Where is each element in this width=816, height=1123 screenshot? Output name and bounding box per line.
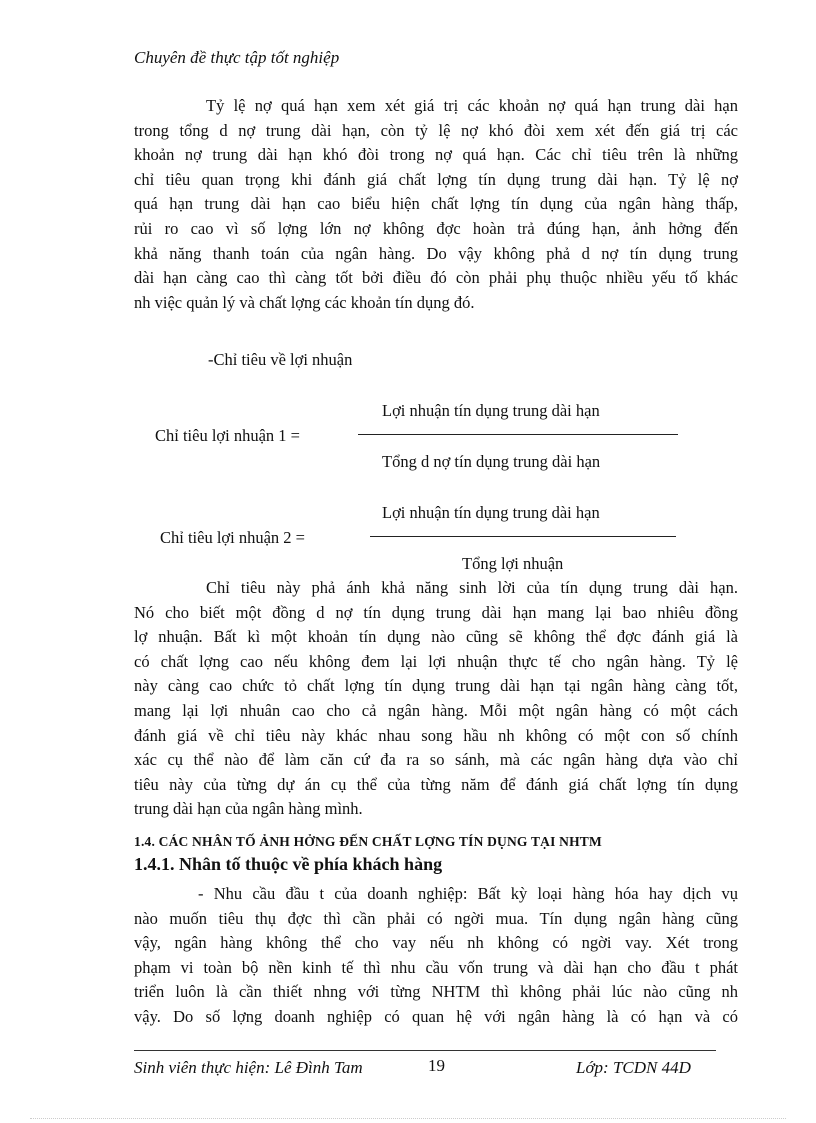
paragraph-line: tiêu này của từng dự án cụ thể của từng năm để đánh giá chất lợng tín dụng: [134, 774, 738, 794]
section-heading: 1.4. CÁC NHÂN TỐ ẢNH HỞNG ĐẾN CHẤT LỢNG TÍN DỤNG TẠI NHTM: [134, 834, 602, 849]
paragraph-line: xác cụ thể nào để làm căn cứ đa ra so sánh, mà các ngân hàng dựa vào chỉ: [134, 750, 738, 770]
paragraph-line: này càng cao chức tỏ chất lợng tín dụng trung dài hạn tại ngân hàng càng tốt,: [134, 676, 738, 696]
formula-2-numerator: Lợi nhuận tín dụng trung dài hạn: [382, 503, 600, 522]
formula-2-label: Chỉ tiêu lợi nhuận 2 =: [160, 528, 305, 547]
formula-2-denominator: Tổng lợi nhuận: [462, 554, 564, 573]
paragraph-line: nh việc quản lý và chất lợng các khoản tín dụng đó.: [134, 292, 475, 312]
subsection-heading: 1.4.1. Nhân tố thuộc về phía khách hàng: [134, 854, 443, 874]
formula-1-label: Chỉ tiêu lợi nhuận 1 =: [155, 426, 300, 445]
paragraph-line: nào muốn tiêu thụ đợc thì cần phải có ngời mua. Tín dụng ngân hàng cũng: [134, 908, 738, 928]
paragraph-line: chỉ tiêu quan trọng khi đánh giá chất lợng tín dụng trung dài hạn. Tỷ lệ nợ: [134, 169, 738, 189]
paragraph-line: Tỷ lệ nợ quá hạn xem xét giá trị các khoản nợ quá hạn trung dài hạn: [206, 96, 738, 115]
paragraph-line: rủi ro cao vì số lợng lớn nợ không đợc hoàn trả đúng hạn, ảnh hởng đến: [134, 218, 738, 238]
document-header: Chuyên đề thực tập tốt nghiệp: [134, 48, 340, 67]
paragraph-line: - Nhu cầu đầu t của doanh nghiệp: Bất kỳ loại hàng hóa hay dịch vụ: [198, 884, 738, 903]
paragraph-line: lợ nhuận. Bất kì một khoản tín dụng nào cũng sẽ không thể đợc đánh giá là: [134, 627, 738, 647]
paragraph-3: [134, 882, 738, 1030]
paragraph-line: vậy. Do số lợng doanh nghiệp có quan hệ với ngân hàng là có hạn và có: [134, 1006, 738, 1026]
paragraph-line: mang lại lợi nhuân cao cho cả ngân hàng. Mỗi một ngân hàng có một cách: [134, 700, 738, 720]
paragraph-line: Nó cho biết một đồng d nợ tín dụng trung dài hạn mang lại bao nhiêu đồng: [134, 602, 738, 622]
paragraph-line: trong tổng d nợ trung dài hạn, còn tỷ lệ nợ khó đòi xem xét đến giá trị các: [134, 120, 738, 140]
paragraph-line: Chỉ tiêu này phả ánh khả năng sinh lời của tín dụng trung dài hạn.: [206, 578, 738, 597]
footer-divider: [134, 1050, 716, 1051]
paragraph-line: phạm vi toàn bộ nền kinh tế thì nhu cầu vốn trung và dài hạn cho đầu t phát: [134, 957, 738, 977]
footer-student: Sinh viên thực hiện: Lê Đình Tam: [134, 1058, 363, 1077]
paragraph-line: đánh giá về chỉ tiêu này khác nhau song hầu nh không có một con số chính: [134, 725, 738, 745]
fraction-bar: [370, 536, 676, 537]
paragraph-2: [134, 576, 738, 822]
page-edge-divider: [30, 1118, 786, 1119]
paragraph-line: vậy, ngân hàng không thể cho vay nếu nh không có ngời vay. Xét trong: [134, 933, 738, 953]
paragraph-line: quá hạn trung dài hạn cao biểu hiện chất lợng tín dụng của ngân hàng thấp,: [134, 194, 738, 214]
paragraph-line: dài hạn càng cao thì càng tốt bởi điều đó còn phải phụ thuộc nhiều yếu tố khác: [134, 268, 738, 288]
footer-class: Lớp: TCDN 44D: [576, 1058, 691, 1077]
subheading: -Chỉ tiêu về lợi nhuận: [208, 350, 353, 369]
paragraph-line: triển luôn là cần thiết nhng với từng NHTM thì không phải lúc nào cũng nh: [134, 982, 738, 1002]
formula-1-denominator: Tổng d nợ tín dụng trung dài hạn: [382, 452, 601, 471]
paragraph-line: trung dài hạn của ngân hàng mình.: [134, 799, 363, 819]
formula-1-numerator: Lợi nhuận tín dụng trung dài hạn: [382, 401, 600, 420]
paragraph-line: có chất lợng cao nếu không đem lại lợi nhuận thực tế cho ngân hàng. Tỷ lệ: [134, 651, 738, 671]
paragraph-line: khoản nợ trung dài hạn khó đòi trong nợ quá hạn. Các chỉ tiêu trên là những: [134, 145, 738, 165]
paragraph-line: khả năng thanh toán của ngân hàng. Do vậy không phả d nợ tín dụng trung: [134, 243, 738, 263]
fraction-bar: [358, 434, 678, 435]
page-number: 19: [428, 1056, 445, 1075]
paragraph-1: [134, 94, 738, 315]
